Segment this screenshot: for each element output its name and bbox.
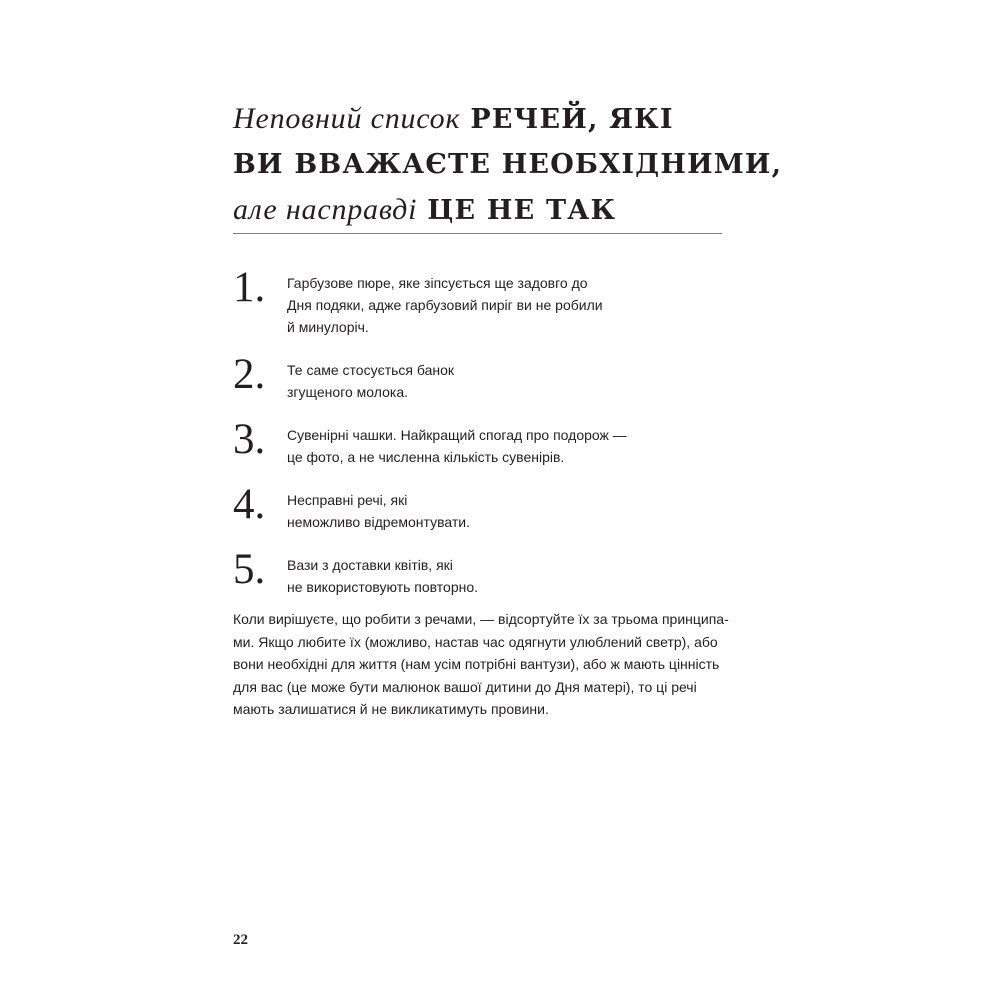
list-item-line: Те саме стосується банок <box>287 362 455 378</box>
paragraph-line: ми. Якщо любите їх (можливо, настав час одягнути улюблений светр), або <box>233 633 718 650</box>
list-item-text <box>287 359 647 403</box>
list-item-number: 2. <box>233 351 266 398</box>
list-item-line: Несправні речі, які <box>287 492 408 508</box>
heading-italic-3: але насправді <box>233 193 418 226</box>
list-item-text <box>287 489 647 533</box>
list-item-line: Вази з доставки квітів, які <box>287 557 453 573</box>
heading-caps-1: РЕЧЕЙ, ЯКІ <box>470 104 674 135</box>
numbered-list <box>233 264 713 617</box>
list-item-number: 3. <box>233 416 266 463</box>
list-item-line: Гарбузове пюре, яке зіпсується ще задовго до <box>287 275 588 291</box>
paragraph-line: вони необхідні для життя (нам усім потрібні вантузи), або ж мають цінність <box>233 656 720 672</box>
list-item <box>233 416 713 487</box>
heading-italic-1: Неповний список <box>233 102 461 135</box>
list-item-number: 5. <box>233 546 266 593</box>
list-item-text <box>287 554 647 598</box>
list-item-line: згущеного молока. <box>287 384 408 400</box>
chapter-heading <box>233 96 783 233</box>
paragraph-line: для вас (це може бути малюнок вашої дитини до Дня матері), то ці речі <box>233 678 697 695</box>
list-item-line: не використовують повторно. <box>287 579 479 595</box>
list-item <box>233 481 713 552</box>
list-item <box>233 264 713 357</box>
paragraph-line: мають залишатися й не викликатимуть провини. <box>233 701 549 717</box>
page-number: 22 <box>233 932 248 948</box>
heading-line-1 <box>233 96 733 142</box>
list-item <box>233 351 713 422</box>
paragraph-line: Коли вирішуєте, що робити з речами, — відсортуйте їх за трьома принципа- <box>233 611 729 627</box>
list-item-line: й минулоріч. <box>287 319 369 335</box>
list-item-text <box>287 424 647 468</box>
heading-caps-3: ЦЕ НЕ ТАК <box>427 195 617 226</box>
heading-line-2 <box>233 142 783 187</box>
list-item-text <box>287 272 647 338</box>
list-item-line: Сувенірні чашки. Найкращий спогад про подорож — <box>287 427 627 443</box>
heading-caps-2: ВИ ВВАЖАЄТЕ НЕОБХІДНИМИ, <box>233 149 783 180</box>
heading-divider <box>233 233 722 234</box>
heading-line-3 <box>233 187 733 233</box>
list-item-number: 1. <box>233 264 266 311</box>
list-item-line: Дня подяки, адже гарбузовий пиріг ви не робили <box>287 297 603 313</box>
body-paragraph <box>233 608 729 721</box>
list-item-number: 4. <box>233 481 266 528</box>
list-item-line: це фото, а не численна кількість сувенірів. <box>287 449 565 465</box>
list-item-line: неможливо відремонтувати. <box>287 514 470 530</box>
